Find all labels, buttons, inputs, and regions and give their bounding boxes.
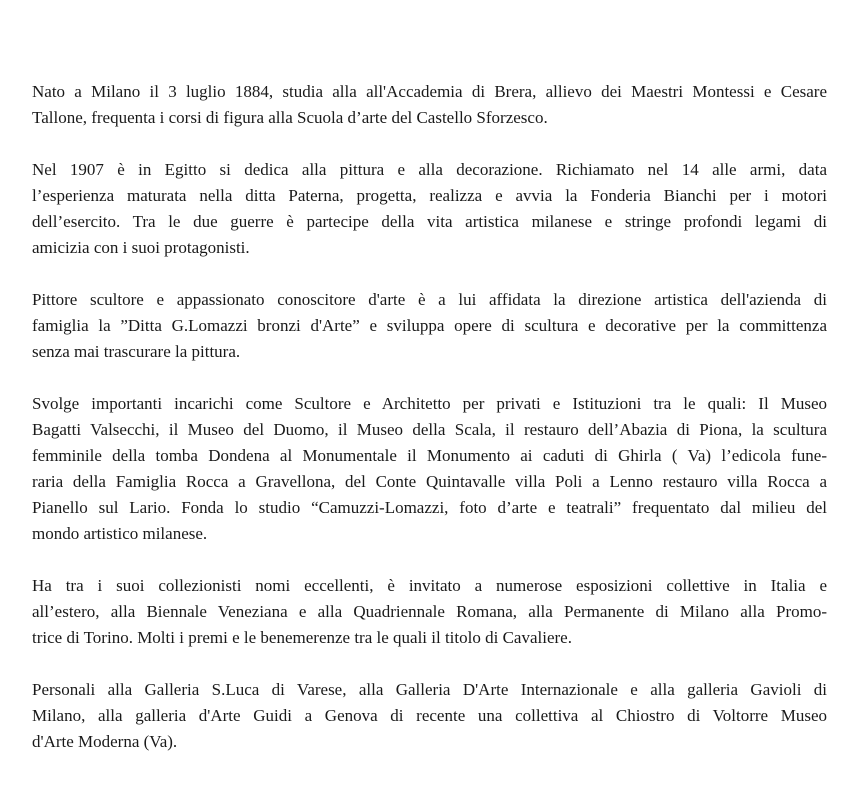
text-line: d'Arte Moderna (Va). (32, 732, 178, 751)
paragraph-birth-studies (32, 79, 827, 131)
text-line: Ha tra i suoi collezionisti nomi eccellenti, è invitato a numerose esposizioni collettive in Italia e (32, 576, 827, 595)
text-line: trice di Torino. Molti i premi e le benemerenze tra le quali il titolo di Cavaliere. (32, 628, 572, 647)
text-line: Milano, alla galleria d'Arte Guidi a Genova di recente una collettiva al Chiostro di Voltorre Museo (32, 706, 827, 725)
text-line: Svolge importanti incarichi come Scultore e Architetto per privati e Istituzioni tra le quali: Il Museo (32, 394, 827, 413)
text-line: Tallone, frequenta i corsi di figura alla Scuola d’arte del Castello Sforzesco. (32, 108, 548, 127)
text-line: Bagatti Valsecchi, il Museo del Duomo, il Museo della Scala, il restauro dell’Abazia di Piona, la scultura (32, 420, 827, 439)
paragraph-commissions (32, 391, 827, 547)
text-line: famiglia la ”Ditta G.Lomazzi bronzi d'Arte” e sviluppa opere di scultura e decorative per la committenza (32, 316, 827, 335)
text-line: mondo artistico milanese. (32, 524, 208, 543)
text-line: Nel 1907 è in Egitto si dedica alla pittura e alla decorazione. Richiamato nel 14 alle armi, data (32, 160, 827, 179)
text-line: Pittore scultore e appassionato conoscitore d'arte è a lui affidata la direzione artistica dell'azienda di (32, 290, 827, 309)
paragraph-egypt-foundry (32, 157, 827, 261)
paragraph-family-company (32, 287, 827, 365)
paragraph-exhibitions (32, 573, 827, 651)
text-line: femminile della tomba Dondena al Monumentale il Monumento ai caduti di Ghirla ( Va) l’edicola fune- (32, 446, 827, 465)
text-line: l’esperienza maturata nella ditta Paterna, progetta, realizza e avvia la Fonderia Bianchi per i motori (32, 186, 827, 205)
text-line: Personali alla Galleria S.Luca di Varese, alla Galleria D'Arte Internazionale e alla galleria Gavioli di (32, 680, 827, 699)
text-line: senza mai trascurare la pittura. (32, 342, 241, 361)
text-line: all’estero, alla Biennale Veneziana e alla Quadriennale Romana, alla Permanente di Milano alla Promo- (32, 602, 827, 621)
paragraph-solo-shows (32, 677, 827, 755)
text-line: raria della Famiglia Rocca a Gravellona, del Conte Quintavalle villa Poli a Lenno restauro villa Rocca a (32, 472, 827, 491)
text-line: Nato a Milano il 3 luglio 1884, studia alla all'Accademia di Brera, allievo dei Maestri Montessi e Cesare (32, 82, 827, 101)
text-line: amicizia con i suoi protagonisti. (32, 238, 250, 257)
text-line: Pianello sul Lario. Fonda lo studio “Camuzzi-Lomazzi, foto d’arte e teatrali” frequentato dal milieu del (32, 498, 827, 517)
biography-text (32, 79, 827, 781)
text-line: dell’esercito. Tra le due guerre è partecipe della vita artistica milanese e stringe profondi legami di (32, 212, 827, 231)
